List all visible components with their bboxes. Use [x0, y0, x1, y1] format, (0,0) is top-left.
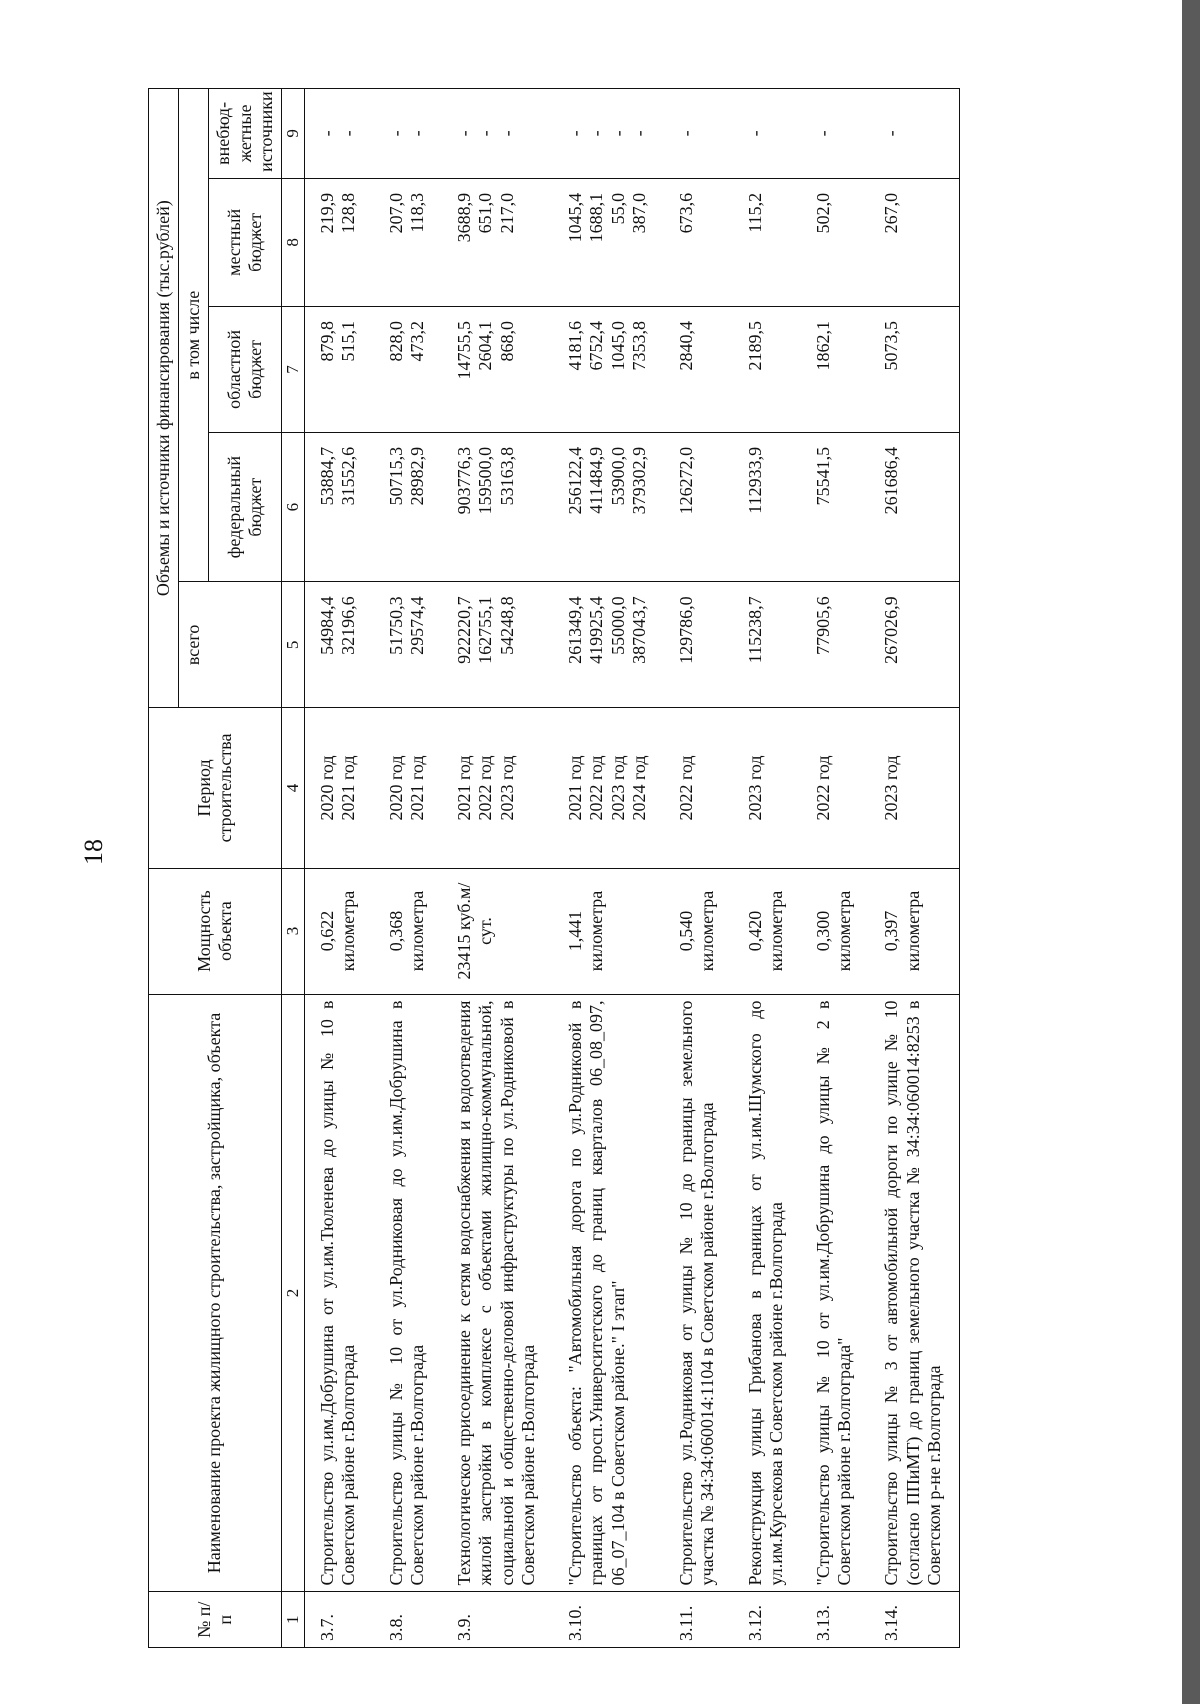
extra-value: - [385, 130, 406, 137]
period-value: 2022 год [812, 755, 833, 821]
total [553, 582, 664, 708]
total-value: 29574,4 [406, 596, 427, 655]
local [869, 178, 959, 306]
total [442, 582, 553, 708]
capacity: 0,300 километра [801, 868, 869, 994]
col-number: 5 [282, 582, 305, 708]
regional-value: 1862,1 [812, 320, 833, 371]
row-number: 3.11. [664, 1592, 732, 1648]
col-number: 4 [282, 708, 305, 868]
regional [305, 306, 374, 432]
local-value: 387,0 [628, 192, 649, 234]
regional [442, 306, 553, 432]
total-value: 51750,3 [385, 596, 406, 655]
extra [442, 89, 553, 179]
period [801, 708, 869, 868]
header-total: всего [179, 582, 282, 708]
period-value: 2022 год [676, 755, 697, 821]
federal [305, 432, 374, 581]
regional-value: 828,0 [385, 320, 406, 362]
period-value: 2022 год [586, 755, 607, 821]
col-number: 8 [282, 178, 305, 306]
local-value: 128,8 [338, 192, 359, 234]
capacity: 0,368 километра [374, 868, 442, 994]
capacity: 23415 куб.м/сут. [442, 868, 553, 994]
period [664, 708, 732, 868]
regional-value: 2840,4 [676, 320, 697, 371]
period-value: 2021 год [406, 755, 427, 821]
capacity: 0,397 километра [869, 868, 959, 994]
row-number: 3.14. [869, 1592, 959, 1648]
federal-value: 75541,5 [812, 446, 833, 506]
period [442, 708, 553, 868]
extra [664, 89, 732, 179]
local [553, 178, 664, 306]
row-number: 3.13. [801, 1592, 869, 1648]
federal-value: 31552,6 [338, 446, 359, 506]
federal-value: 411484,9 [586, 446, 607, 514]
federal-value: 112933,9 [744, 446, 765, 514]
federal-value: 256122,4 [565, 446, 586, 515]
rotated-table-container [148, 88, 1048, 1648]
local [374, 178, 442, 306]
extra-value: - [628, 130, 649, 137]
col-number: 9 [282, 89, 305, 179]
federal-value: 903776,3 [454, 446, 475, 515]
table-row [801, 89, 869, 1648]
scan-edge [1182, 0, 1200, 1704]
period-value: 2021 год [565, 755, 586, 821]
extra-value: - [881, 130, 902, 137]
capacity: 1,441 километра [553, 868, 664, 994]
row-number: 3.10. [553, 1592, 664, 1648]
extra-value: - [607, 130, 628, 137]
extra-value: - [454, 130, 475, 137]
regional-value: 2604,1 [475, 320, 496, 371]
col-number: 6 [282, 432, 305, 581]
federal-value: 126272,0 [676, 446, 697, 515]
total-value: 267026,9 [881, 596, 902, 664]
period [733, 708, 801, 868]
project-name: Строительство ул.Родниковая от улицы № 10 до границы земельного участка № 34:34:060014:1104 в Советском районе г.Волгограда [664, 994, 732, 1592]
table-header [149, 89, 305, 1648]
local [801, 178, 869, 306]
project-name: Строительство улицы № 10 от ул.Родниковая до ул.им.Добрушина в Советском районе г.Волгограда [374, 994, 442, 1592]
table-row [305, 89, 374, 1648]
extra-value: - [676, 130, 697, 137]
table-row [733, 89, 801, 1648]
extra-value: - [406, 130, 427, 137]
period-value: 2021 год [338, 755, 359, 821]
table-row [664, 89, 732, 1648]
financing-table [148, 88, 959, 1648]
total-value: 115238,7 [744, 596, 765, 664]
regional [664, 306, 732, 432]
header-including: в том числе [179, 89, 209, 582]
federal-value: 53884,7 [317, 446, 338, 506]
extra-value: - [812, 130, 833, 137]
extra-value: - [475, 130, 496, 137]
regional-value: 5073,5 [881, 320, 902, 371]
regional [869, 306, 959, 432]
federal [733, 432, 801, 581]
total-value: 419925,4 [586, 596, 607, 664]
local [664, 178, 732, 306]
header-federal: федеральный бюджет [209, 432, 282, 581]
page-number: 18 [79, 839, 108, 865]
local-value: 207,0 [385, 192, 406, 234]
local [442, 178, 553, 306]
period-value: 2021 год [454, 755, 475, 821]
federal [801, 432, 869, 581]
regional [374, 306, 442, 432]
period-value: 2020 год [385, 755, 406, 821]
regional-value: 515,1 [338, 320, 359, 362]
period [305, 708, 374, 868]
local-value: 115,2 [744, 192, 765, 233]
local-value: 219,9 [317, 192, 338, 234]
federal-value: 159500,0 [475, 446, 496, 515]
header-local: местный бюджет [209, 178, 282, 306]
project-name: Строительство ул.им.Добрушина от ул.им.Тюленева до улицы № 10 в Советском районе г.Волгограда [305, 994, 374, 1592]
regional-value: 1045,0 [607, 320, 628, 371]
regional-value: 14755,5 [454, 320, 475, 380]
extra [374, 89, 442, 179]
extra [305, 89, 374, 179]
regional [801, 306, 869, 432]
total-value: 55000,0 [607, 596, 628, 655]
federal-value: 53163,8 [496, 446, 517, 506]
header-extra: внебюд-жетные источники [209, 89, 282, 179]
regional-value: 6752,4 [586, 320, 607, 371]
total-value: 54984,4 [317, 596, 338, 655]
federal-value: 28982,9 [406, 446, 427, 506]
table-row [869, 89, 959, 1648]
total [869, 582, 959, 708]
table-row [553, 89, 664, 1648]
total-value: 129786,0 [676, 596, 697, 664]
table-frame [148, 88, 960, 1648]
period-value: 2023 год [496, 755, 517, 821]
table-row [442, 89, 553, 1648]
column-numbers-row [282, 89, 305, 1648]
federal-value: 261686,4 [881, 446, 902, 515]
period [553, 708, 664, 868]
header-capacity: Мощность объекта [149, 868, 282, 994]
project-name: Технологическое присоединение к сетям водоснабжения и водоотведения жилой застройки в комплексе с объектами жилищно-коммунальной, социальной и общественно-деловой инфраструктуры по ул.Родниковой в Советском районе г.Волгограда [442, 994, 553, 1592]
total [801, 582, 869, 708]
total [664, 582, 732, 708]
row-number: 3.9. [442, 1592, 553, 1648]
total-value: 54248,8 [496, 596, 517, 655]
federal [869, 432, 959, 581]
col-number: 2 [282, 994, 305, 1592]
extra-value: - [565, 130, 586, 137]
regional [733, 306, 801, 432]
header-name: Наименование проекта жилищного строительства, застройщика, объекта [149, 994, 282, 1592]
header-regional: областной бюджет [209, 306, 282, 432]
project-name: "Строительство объекта: "Автомобильная дорога по ул.Родниковой в границах от просп.Университетского до границ кварталов 06_08_097, 06_07_104 в Советском районе." I этап" [553, 994, 664, 1592]
federal-value: 50715,3 [385, 446, 406, 506]
extra [553, 89, 664, 179]
capacity: 0,540 километра [664, 868, 732, 994]
row-number: 3.12. [733, 1592, 801, 1648]
extra-value: - [317, 130, 338, 137]
period [869, 708, 959, 868]
extra-value: - [496, 130, 517, 137]
row-number: 3.7. [305, 1592, 374, 1648]
project-name: Реконструкция улицы Грибанова в границах от ул.им.Шумского до ул.им.Курсекова в Советском районе г.Волгограда [733, 994, 801, 1592]
table-row [374, 89, 442, 1648]
period-value: 2023 год [881, 755, 902, 821]
federal [553, 432, 664, 581]
total-value: 77905,6 [812, 596, 833, 655]
local [305, 178, 374, 306]
extra-value: - [338, 130, 359, 137]
total [374, 582, 442, 708]
header-funding: Объемы и источники финансирования (тыс.рублей) [149, 89, 179, 708]
local [733, 178, 801, 306]
regional-value: 473,2 [406, 320, 427, 362]
project-name: "Строительство улицы № 10 от ул.им.Добрушина до улицы № 2 в Советском районе г.Волгограда" [801, 994, 869, 1592]
federal-value: 379302,9 [628, 446, 649, 515]
total-value: 162755,1 [475, 596, 496, 664]
header-period: Период строительства [149, 708, 282, 868]
total [305, 582, 374, 708]
total-value: 261349,4 [565, 596, 586, 664]
project-name: Строительство улицы № 3 от автомобильной дороги по улице № 10 (согласно ППиМТ) до границ земельного участка № 34:34:060014:8253 в Советском р-не г.Волгограда [869, 994, 959, 1592]
regional-value: 868,0 [496, 320, 517, 362]
federal [442, 432, 553, 581]
local-value: 217,0 [496, 192, 517, 234]
local-value: 651,0 [475, 192, 496, 234]
total-value: 387043,7 [628, 596, 649, 664]
regional [553, 306, 664, 432]
regional-value: 7353,8 [628, 320, 649, 371]
header-num: № п/п [149, 1592, 282, 1648]
local-value: 502,0 [812, 192, 833, 234]
federal [664, 432, 732, 581]
table-body [305, 89, 959, 1648]
extra-value: - [586, 130, 607, 137]
regional-value: 879,8 [317, 320, 338, 362]
col-number: 7 [282, 306, 305, 432]
period-value: 2023 год [744, 755, 765, 821]
local-value: 673,6 [676, 192, 697, 234]
total-value: 32196,6 [338, 596, 359, 655]
extra [801, 89, 869, 179]
capacity: 0,622 километра [305, 868, 374, 994]
extra [869, 89, 959, 179]
federal-value: 53900,0 [607, 446, 628, 506]
extra-value: - [744, 130, 765, 137]
local-value: 3688,9 [454, 192, 475, 243]
total [733, 582, 801, 708]
period-value: 2023 год [607, 755, 628, 821]
total-value: 922220,7 [454, 596, 475, 664]
period [374, 708, 442, 868]
local-value: 1688,1 [586, 192, 607, 243]
col-number: 1 [282, 1592, 305, 1648]
local-value: 267,0 [881, 192, 902, 234]
period-value: 2024 год [628, 755, 649, 821]
federal [374, 432, 442, 581]
period-value: 2020 год [317, 755, 338, 821]
period-value: 2022 год [475, 755, 496, 821]
regional-value: 2189,5 [744, 320, 765, 371]
local-value: 1045,4 [565, 192, 586, 243]
local-value: 118,3 [406, 192, 427, 233]
extra [733, 89, 801, 179]
regional-value: 4181,6 [565, 320, 586, 371]
row-number: 3.8. [374, 1592, 442, 1648]
local-value: 55,0 [607, 192, 628, 225]
col-number: 3 [282, 868, 305, 994]
capacity: 0,420 километра [733, 868, 801, 994]
